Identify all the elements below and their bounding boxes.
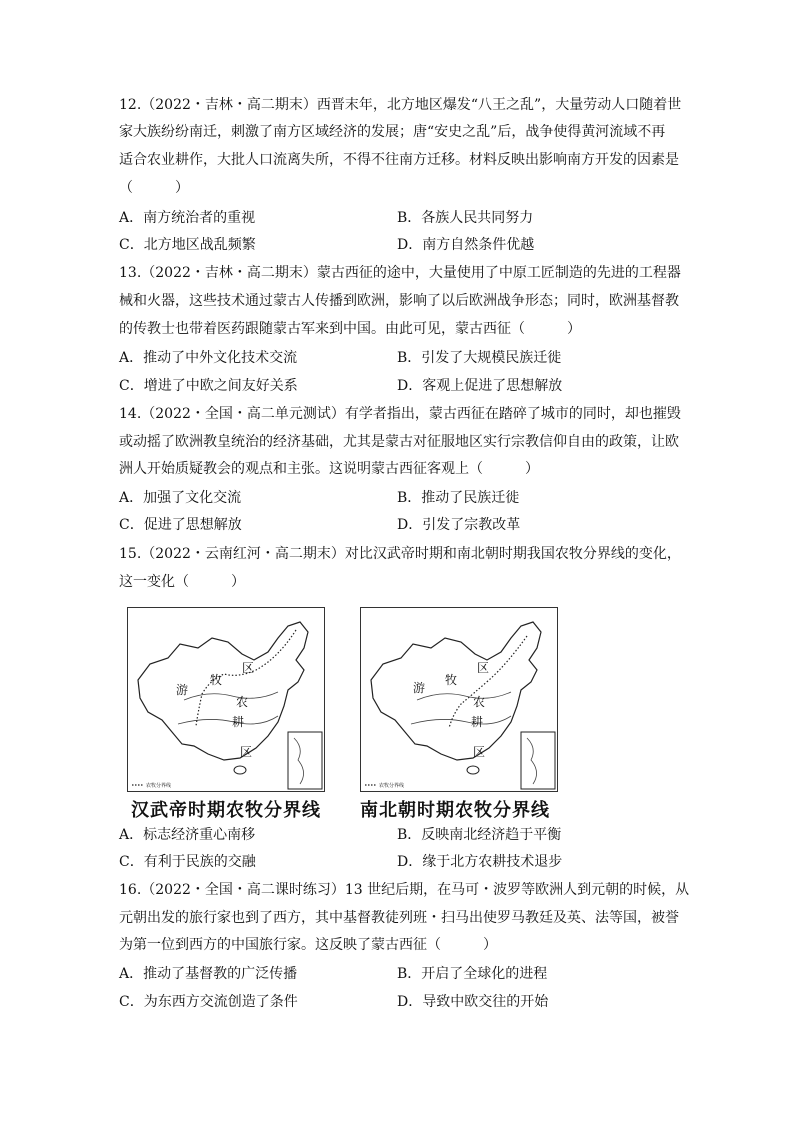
q14-option-c[interactable]: C．促进了思想解放 [119,517,242,533]
map1-legend: 农牧分界线 [146,783,172,789]
q15-option-d[interactable]: D．缘于北方农耕技术退步 [397,854,563,870]
q15-option-a[interactable]: A．标志经济重心南移 [119,827,256,843]
q12-line-2: 家大族纷纷南迁，刺激了南方区域经济的发展；唐“安史之乱”后，战争使得黄河流域不再 [119,124,666,140]
q14-option-b[interactable]: B．推动了民族迁徙 [397,490,520,506]
han-wudi-map [127,607,325,792]
q13-line-3: 的传教士也带着医药跟随蒙古军来到中国。由此可见，蒙古西征（ ） [119,321,581,337]
q14-option-d[interactable]: D．引发了宗教改革 [397,517,521,533]
q12-line-1: 12.（2022・吉林・高二期末）西晋末年，北方地区爆发“八王之乱”，大量劳动人口随着世 [119,97,682,113]
map1-label-geng: 耕 [232,715,245,729]
q13-option-d[interactable]: D．客观上促进了思想解放 [397,378,563,394]
nanbeichao-map [360,607,558,792]
map2-label-qu2: 区 [473,745,486,759]
q14-line-2: 或动摇了欧洲教皇统治的经济基础，尤其是蒙古对征服地区实行宗教信仰自由的政策，让欧 [119,434,679,450]
q15-option-b[interactable]: B．反映南北经济趋于平衡 [397,827,562,843]
map2-label-you: 游 [413,681,426,695]
q16-option-c[interactable]: C．为东西方交流创造了条件 [119,994,298,1010]
q14-line-1: 14.（2022・全国・高二单元测试）有学者指出，蒙古西征在踏碎了城市的同时，却也摧毁 [119,406,681,422]
q14-line-3: 洲人开始质疑教会的观点和主张。这说明蒙古西征客观上（ ） [119,461,539,477]
q16-line-1: 16.（2022・全国・高二课时练习）13 世纪后期，在马可・波罗等欧洲人到元朝的时候，从 [119,882,690,898]
q12-option-c[interactable]: C．北方地区战乱频繁 [119,237,256,253]
q13-option-b[interactable]: B．引发了大规模民族迁徙 [397,350,562,366]
map2-label-mu: 牧 [445,673,458,687]
q14-option-a[interactable]: A．加强了文化交流 [119,490,242,506]
q13-option-a[interactable]: A．推动了中外文化技术交流 [119,350,298,366]
map1-label-mu: 牧 [210,673,223,687]
q16-line-3: 为第一位到西方的中国旅行家。这反映了蒙古西征（ ） [119,937,497,953]
q16-option-d[interactable]: D．导致中欧交往的开始 [397,994,549,1010]
q12-option-d[interactable]: D．南方自然条件优越 [397,237,535,253]
map2-label-jiao: 农 [473,695,486,709]
q15-option-c[interactable]: C．有利于民族的交融 [119,854,256,870]
map1-caption: 汉武帝时期农牧分界线 [131,800,321,821]
q12-option-a[interactable]: A．南方统治者的重视 [119,210,256,226]
q12-option-b[interactable]: B．各族人民共同努力 [397,210,534,226]
map2-label-qu1: 区 [477,661,490,675]
map1-label-qu1: 区 [242,661,255,675]
q15-line-1: 15.（2022・云南红河・高二期末）对比汉武帝时期和南北朝时期我国农牧分界线的变化， [119,546,681,562]
q12-line-3: 适合农业耕作，大批人口流离失所，不得不往南方迁移。材料反映出影响南方开发的因素是 [119,152,679,168]
q12-line-4: （ ） [119,180,189,196]
map1-label-you: 游 [176,683,189,697]
q16-option-b[interactable]: B．开启了全球化的进程 [397,966,548,982]
map1-label-qu2: 区 [240,745,253,759]
map2-label-geng: 耕 [471,715,484,729]
q13-option-c[interactable]: C．增进了中欧之间友好关系 [119,378,298,394]
map1-label-jiao: 农 [236,695,249,709]
q16-option-a[interactable]: A．推动了基督教的广泛传播 [119,966,298,982]
map2-legend: 农牧分界线 [379,783,405,789]
q15-line-2: 这一变化（ ） [119,574,245,590]
q16-line-2: 元朝出发的旅行家也到了西方，其中基督教徒列班・扫马出使罗马教廷及英、法等国，被誉 [119,910,679,926]
q13-line-1: 13.（2022・吉林・高二期末）蒙古西征的途中，大量使用了中原工匠制造的先进的工程器 [119,265,681,281]
q13-line-2: 械和火器，这些技术通过蒙古人传播到欧洲，影响了以后欧洲战争形态；同时，欧洲基督教 [119,293,679,309]
map2-caption: 南北朝时期农牧分界线 [360,800,550,821]
